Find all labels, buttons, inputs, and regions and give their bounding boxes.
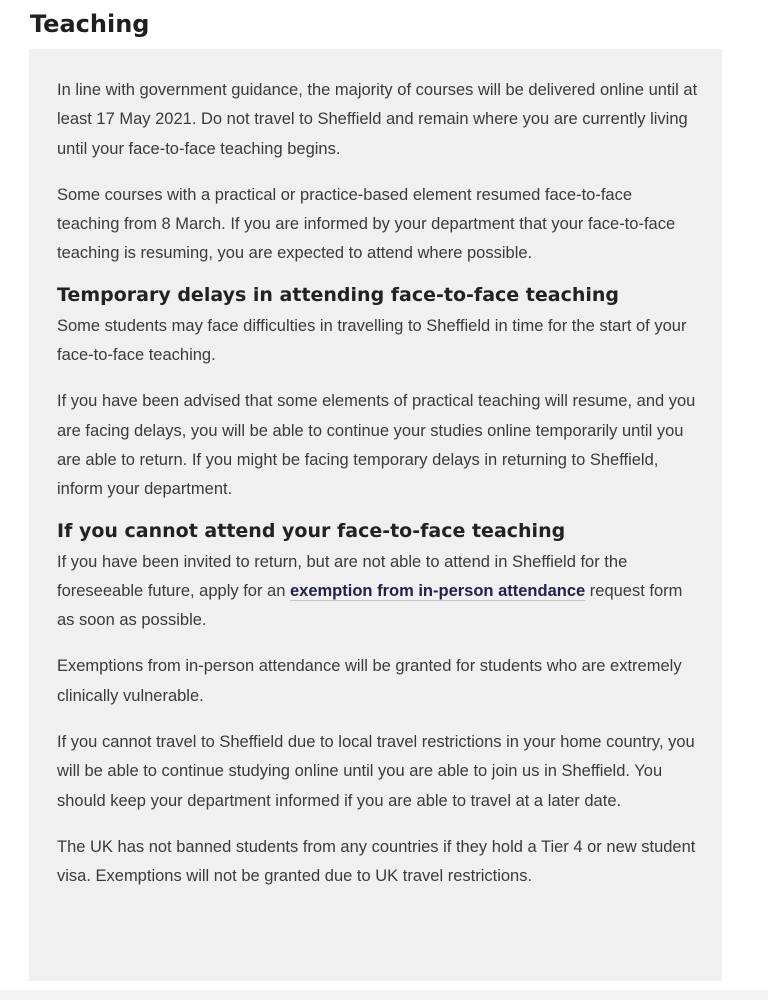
cannot-attend-heading: If you cannot attend your face-to-face teaching <box>57 519 566 542</box>
apply-text-before: If you have been invited to return, but are not able to attend in Sheffield for the foreseeable future, apply for an <box>57 552 628 600</box>
apply-paragraph <box>57 548 698 636</box>
vulnerable-paragraph: Exemptions from in-person attendance will be granted for students who are extremely clinically vulnerable. <box>57 657 682 705</box>
content-panel <box>29 49 722 981</box>
travel-restrictions-paragraph: If you cannot travel to Sheffield due to local travel restrictions in your home country, you will be able to continue studying online until you are able to join us in Sheffield. You should keep your department informed if you are able to travel at a later date. <box>57 733 695 810</box>
apply-text-after: request form as soon as possible. <box>57 581 683 630</box>
intro-paragraph-2: Some courses with a practical or practice-based element resumed face-to-face teaching from 8 March. If you are informed by your department that your face-to-face teaching is resuming, you are expected to attend where possible. <box>57 185 676 263</box>
exemption-link[interactable]: exemption from in-person attendance <box>289 581 586 600</box>
page-title: Teaching <box>30 10 150 38</box>
intro-paragraph-1: In line with government guidance, the majority of courses will be delivered online until at least 17 May 2021. Do not travel to Sheffield and remain where you are currently living until your face-to-face teaching begins. <box>57 81 698 158</box>
delays-heading: Temporary delays in attending face-to-face teaching <box>57 283 620 306</box>
delays-paragraph-1: Some students may face difficulties in travelling to Sheffield in time for the start of your face-to-face teaching. <box>57 316 687 365</box>
page-bottom-band <box>0 990 768 1000</box>
visa-paragraph: The UK has not banned students from any countries if they hold a Tier 4 or new student visa. Exemptions will not be granted due to UK travel restrictions. <box>57 837 696 886</box>
delays-paragraph-2: If you have been advised that some elements of practical teaching will resume, and you are facing delays, you will be able to continue your studies online temporarily until you are able to return. If you might be facing temporary delays in returning to Sheffield, inform your department. <box>57 392 696 499</box>
